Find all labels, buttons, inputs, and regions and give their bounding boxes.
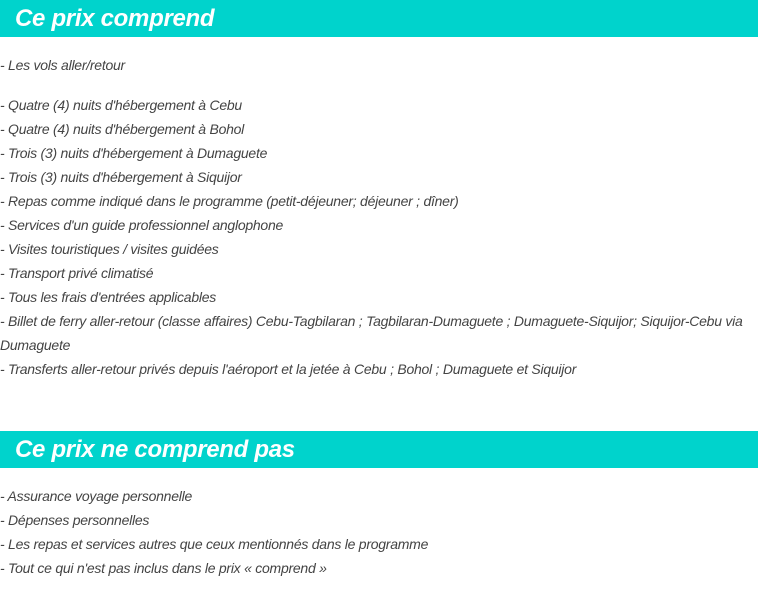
list-item: - Trois (3) nuits d'hébergement à Siquijor (0, 169, 242, 185)
list-item: - Billet de ferry aller-retour (classe affaires) Cebu-Tagbilaran ; Tagbilaran-Dumaguete ; Dumaguete-Siquijor; Siquijor-Cebu via Dumaguete (0, 313, 743, 353)
included-header (0, 0, 758, 37)
list-item: - Tout ce qui n'est pas inclus dans le prix « comprend » (0, 560, 327, 576)
list-item: - Transferts aller-retour privés depuis l'aéroport et la jetée à Cebu ; Bohol ; Dumaguete et Siquijor (0, 361, 577, 377)
list-item: - Quatre (4) nuits d'hébergement à Cebu (0, 97, 242, 113)
included-list (0, 93, 745, 381)
list-item: - Transport privé climatisé (0, 265, 154, 281)
list-item: - Les repas et services autres que ceux mentionnés dans le programme (0, 536, 429, 552)
excluded-title: Ce prix ne comprend pas (15, 436, 295, 463)
list-item: - Quatre (4) nuits d'hébergement à Bohol (0, 121, 245, 137)
list-item: - Repas comme indiqué dans le programme (petit-déjeuner; déjeuner ; dîner) (0, 193, 459, 209)
included-first-list (0, 53, 745, 77)
list-item: - Tous les frais d'entrées applicables (0, 289, 216, 305)
included-title: Ce prix comprend (15, 5, 215, 32)
excluded-list (0, 484, 745, 580)
list-item: - Les vols aller/retour (0, 57, 125, 73)
list-item: - Services d'un guide professionnel anglophone (0, 217, 284, 233)
excluded-header (0, 431, 758, 468)
list-item: - Assurance voyage personnelle (0, 488, 192, 504)
list-item: - Dépenses personnelles (0, 512, 150, 528)
list-item: - Visites touristiques / visites guidées (0, 241, 219, 257)
list-item: - Trois (3) nuits d'hébergement à Dumaguete (0, 145, 268, 161)
